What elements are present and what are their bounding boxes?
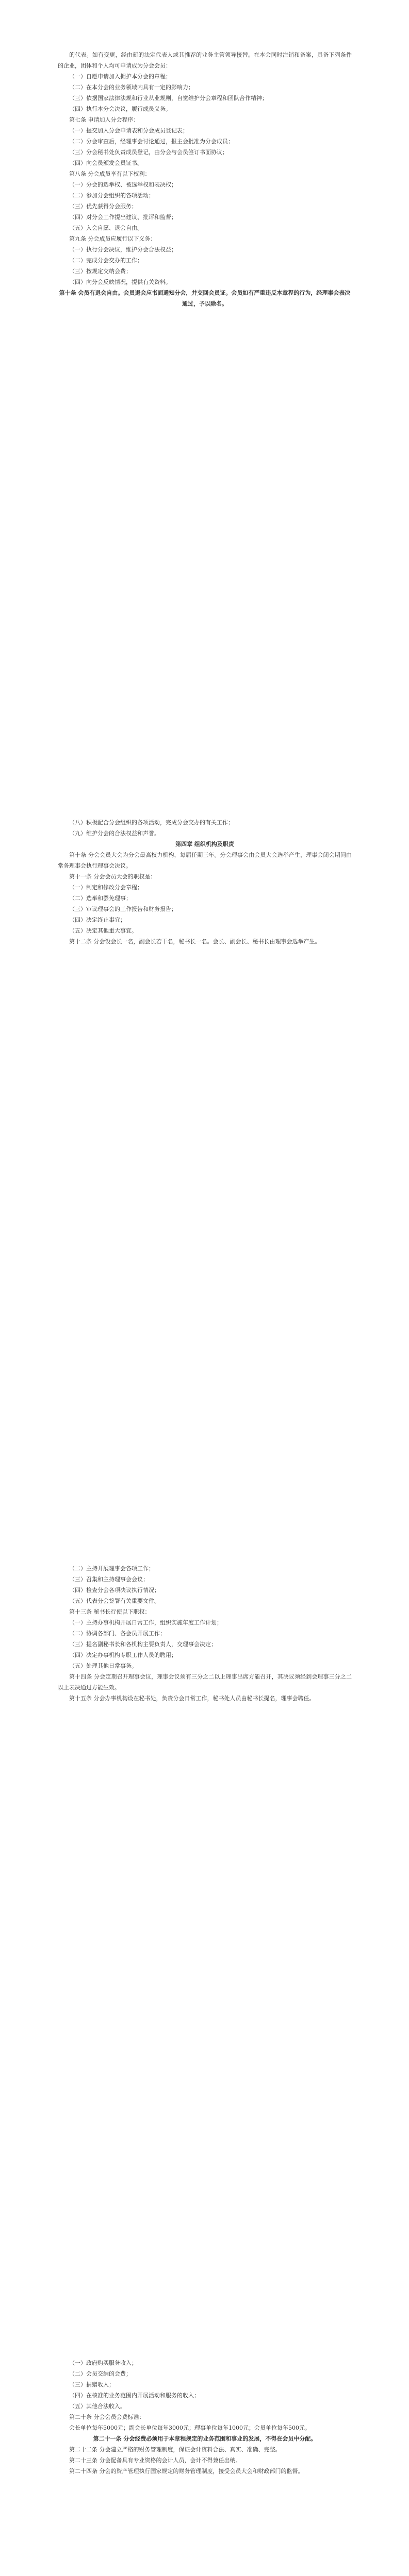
paragraph: （五）代表分会签署有关重要文件。 [69,1598,160,1604]
paragraph: （一）执行分会决议，维护分会合法权益； [69,246,177,253]
paragraph: （二）协调各部门、各会员开展工作； [69,1630,166,1637]
paragraph: （二）选举和罢免理事； [69,895,132,902]
paragraph: 第二十二条 分会建立严格的财务管理制度，保证会计资料合法、真实、准确、完整。 [69,2446,281,2453]
paragraph: （五）决定其他重大事宜。 [69,927,137,934]
paragraph: （二）完成分会交办的工作； [69,257,143,264]
paragraph: 第十五条 分会办事机构设在秘书处，负责分会日常工作，秘书处人员由秘书长提名，理事会聘任。 [69,1695,315,1702]
paragraph: （一）提交加入分会申请表和分会成员登记表； [69,127,188,134]
paragraph: 第四章 组织机构及职责 [175,841,234,848]
paragraph: （一）政府购买服务收入； [69,2360,137,2366]
paragraph: 第十三条 秘书长行使以下职权： [69,1608,151,1615]
paragraph: （二）会员交纳的会费； [69,2370,132,2377]
paragraph: 第十条 会员有退会自由。会员退会应书面通知分会，并交回会员证。会员如有严重违反本章程的行为，经理事会表决通过，予以除名。 [59,290,351,307]
paragraph: 会长单位每年5000元；副会长单位每年3000元；理事单位每年1000元；会员单位每年500元。 [69,2425,310,2431]
paragraph: 第十条 分会会员大会为分会最高权力机构，每届任期三年。分会理事会由会员大会选举产生，理事会闭会期间由常务理事会执行理事会决议。 [58,852,352,869]
paragraph: （八）积极配合分会组织的各项活动，完成分会交办的有关工作； [69,819,234,826]
paragraph: （四）向分会反映情况，提供有关资料。 [69,279,171,285]
paragraph: （三）优先获得分会服务； [69,203,137,210]
paragraph: 的代表。如有变更，经由新的法定代表人或其推荐的业务主管领导接替。在本会同时注销和备案，具备下列条件的企业，团体和个人均可申请成为分会会员： [58,52,352,69]
paragraph: （四）执行本分会决议，履行成员义务。 [69,106,171,112]
paragraph: （四）决定办事机构专职工作人员的聘用； [69,1652,177,1658]
paragraph: （三）按规定交纳会费； [69,268,132,275]
paragraph: 第八条 分会成员享有以下权利： [69,171,151,177]
paragraph: （一）制定和修改分会章程； [69,884,143,891]
section-officers [58,1563,352,1704]
paragraph: （二）主持开展理事会各项工作； [69,1565,154,1572]
paragraph: （四）决定终止事宜； [69,917,126,923]
paragraph: （二）分会审查后，经理事会讨论通过，报主会批准为分会成员； [69,138,234,145]
paragraph: （三）提名副秘书长和各机构主要负责人，交理事会决定； [69,1641,217,1648]
paragraph: （二）参加分会组织的各项活动； [69,192,154,199]
section-membership [58,49,352,309]
paragraph: （四）对分会工作提出建议、批评和监督； [69,214,177,221]
paragraph: （三）审议理事会的工作报告和财务报告； [69,906,177,912]
paragraph: 第十四条 分会定期召开理事会议，理事会议须有三分之二以上理事出席方能召开，其决议须经到会理事三分之二以上表决通过方能生效。 [58,1673,352,1691]
paragraph: （三）依据国家法律法规和行业从业规则，自觉维护分会章程和团队合作精神； [69,95,268,101]
paragraph: （五）其他合法收入。 [69,2403,126,2410]
paragraph: （三）召集和主持理事会会议； [69,1576,149,1583]
paragraph: （三）分会秘书处负责成员登记，由分会与会员签订书面协议； [69,149,228,156]
paragraph: （五）处理其他日常事务。 [69,1663,137,1669]
paragraph: （三）捐赠收入； [69,2381,114,2388]
paragraph: 第二十四条 分会的资产管理执行国家规定的财务管理制度，接受会员大会和财政部门的监督。 [69,2468,304,2475]
paragraph: （九）维护分会的合法权益和声誉。 [69,830,160,837]
paragraph: （五）入会自愿、退会自由。 [69,225,143,231]
paragraph: 第二十三条 分会配备具有专业资格的会计人员，会计不得兼任出纳。 [69,2457,241,2464]
paragraph: （四）在核准的业务范围内开展活动和服务的收入； [69,2392,200,2399]
paragraph: （一）分会的选举权、被选举权和表决权； [69,181,177,188]
paragraph: 第二十一条 分会经费必须用于本章程规定的业务范围和事业的发展，不得在会员中分配。 [93,2435,317,2442]
paragraph: 第七条 申请加入分会程序： [69,116,139,123]
paragraph: 第十一条 分会会员大会的职权是： [69,873,156,880]
paragraph: （四）检查分会各项决议执行情况； [69,1587,160,1594]
paragraph: 第二十条 分会会员会费标准： [69,2414,145,2420]
paragraph: 第十二条 分会设会长一名，副会长若干名，秘书长一名。会长、副会长、秘书长由理事会选举产生。 [69,938,321,945]
section-finance [58,2358,352,2477]
paragraph: （二）在本分会的业务领域内具有一定的影响力； [69,84,194,91]
paragraph: （四）向会员颁发会员证书。 [69,160,143,166]
paragraph: （一）自愿申请加入拥护本分会的章程； [69,73,171,80]
paragraph: （一）主持办事机构开展日常工作，组织实施年度工作计划； [69,1619,222,1626]
paragraph: 第九条 分会成员应履行以下义务： [69,235,156,242]
section-organization [58,817,352,947]
